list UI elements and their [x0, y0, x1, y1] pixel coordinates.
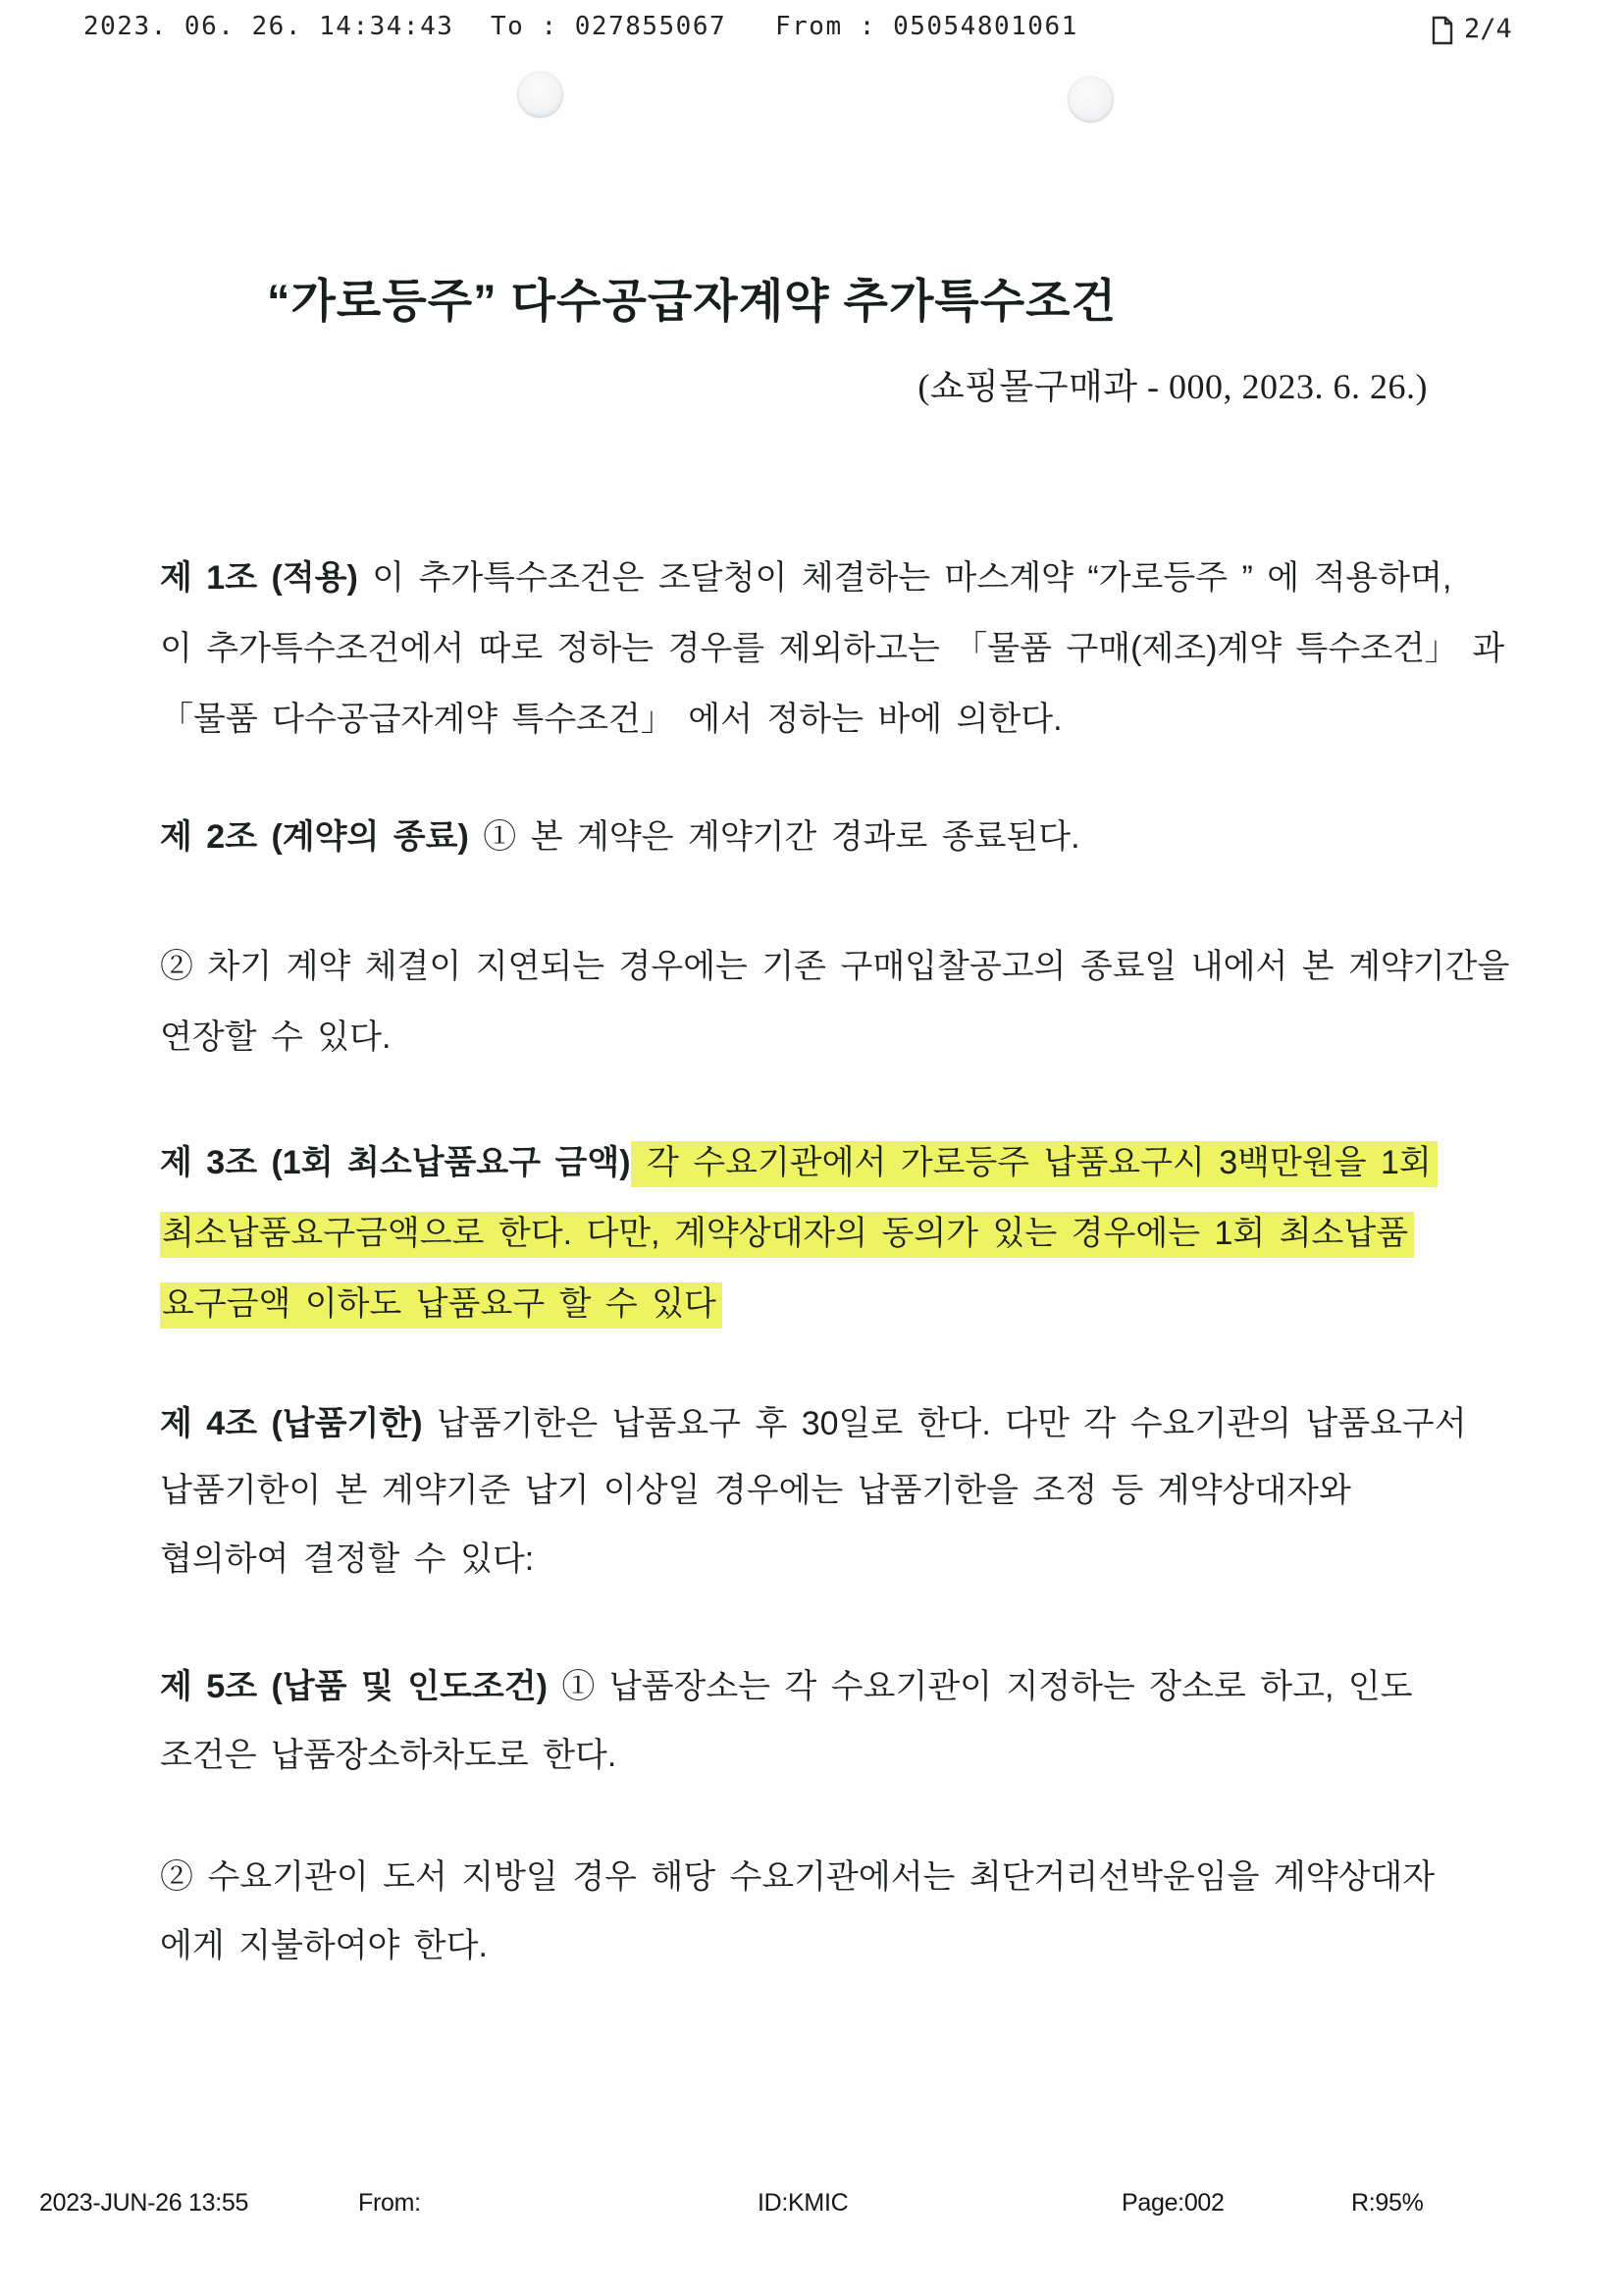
article-4-line-3: 협의하여 결정할 수 있다: [160, 1540, 535, 1578]
fax-footer-from: From: [358, 2189, 421, 2217]
article-1-line-1 [160, 555, 1494, 600]
fax-footer-resolution: R:95% [1351, 2189, 1424, 2217]
article-1-heading: 제 1조 (적용) [160, 559, 358, 597]
article-2-line-1 [160, 814, 1494, 860]
punch-hole-left [517, 72, 563, 118]
article-4-text: 납품기한은 납품요구 후 30일로 한다. 다만 각 수요기관의 납품요구서 [422, 1405, 1467, 1442]
document-subtitle: (쇼핑몰구매과 - 000, 2023. 6. 26.) [917, 367, 1428, 406]
article-4-heading: 제 4조 (납품기한) [160, 1405, 423, 1442]
fax-footer-date: 2023-JUN-26 13:55 [39, 2189, 249, 2217]
article-3-line-3 [160, 1281, 1494, 1327]
fax-page-indicator: 2/4 [1464, 14, 1512, 44]
article-5-heading: 제 5조 (납품 및 인도조건) [160, 1668, 548, 1705]
article-5-line-1 [160, 1664, 1494, 1709]
article-5-line-2: 조건은 납품장소하차도로 한다. [160, 1737, 617, 1774]
article-3-highlighted-text: 각 수요기관에서 가로등주 납품요구시 3백만원을 1회 [631, 1141, 1438, 1187]
article-5-text: ① 납품장소는 각 수요기관이 지정하는 장소로 하고, 인도 [547, 1668, 1413, 1705]
article-3-line-1 [160, 1140, 1494, 1185]
document-title: “가로등주” 다수공급자계약 추가특수조건 [267, 275, 1117, 327]
article-4-line-2: 납품기한이 본 계약기준 납기 이상일 경우에는 납품기한을 조정 등 계약상대자와 [160, 1472, 1351, 1509]
punch-hole-right [1068, 77, 1114, 123]
article-2-clause-2-line-2: 연장할 수 있다. [160, 1018, 392, 1056]
article-1-line-2: 이 추가특수조건에서 따로 정하는 경우를 제외하고는 「물품 구매(제조)계약 특수조건」 과 [160, 630, 1505, 667]
article-2-heading: 제 2조 (계약의 종료) [160, 818, 469, 856]
article-3-heading: 제 3조 (1회 최소납품요구 금액) [160, 1144, 631, 1181]
article-1-text: 이 추가특수조건은 조달청이 체결하는 마스계약 “가로등주 ” 에 적용하며, [357, 559, 1452, 597]
fax-footer-terminal-id: ID:KMIC [758, 2189, 849, 2217]
article-4-line-1 [160, 1401, 1494, 1446]
article-2-text: ① 본 계약은 계약기간 경과로 종료된다. [468, 818, 1080, 856]
fax-footer-page: Page:002 [1122, 2189, 1225, 2217]
article-2-clause-2-line-1: ② 차기 계약 체결이 지연되는 경우에는 기존 구매입찰공고의 종료일 내에서 본 계약기간을 [160, 948, 1510, 985]
fax-header-from: From : 05054801061 [775, 12, 1078, 41]
article-1-line-3: 「물품 다수공급자계약 특수조건」 에서 정하는 바에 의한다. [160, 701, 1063, 738]
fax-header-datetime: 2023. 06. 26. 14:34:43 [83, 12, 454, 41]
article-5-clause-2-line-2: 에게 지불하여야 한다. [160, 1927, 488, 1964]
fax-header-to: To : 027855067 [491, 12, 727, 41]
article-3-highlighted-text-3: 요구금액 이하도 납품요구 할 수 있다 [160, 1282, 722, 1329]
article-3-highlighted-text-2: 최소납품요구금액으로 한다. 다만, 계약상대자의 동의가 있는 경우에는 1회 최소납품 [160, 1212, 1414, 1258]
article-3-line-2 [160, 1211, 1494, 1256]
document-page-icon [1431, 16, 1454, 50]
article-5-clause-2-line-1: ② 수요기관이 도서 지방일 경우 해당 수요기관에서는 최단거리선박운임을 계약상대자 [160, 1858, 1436, 1896]
